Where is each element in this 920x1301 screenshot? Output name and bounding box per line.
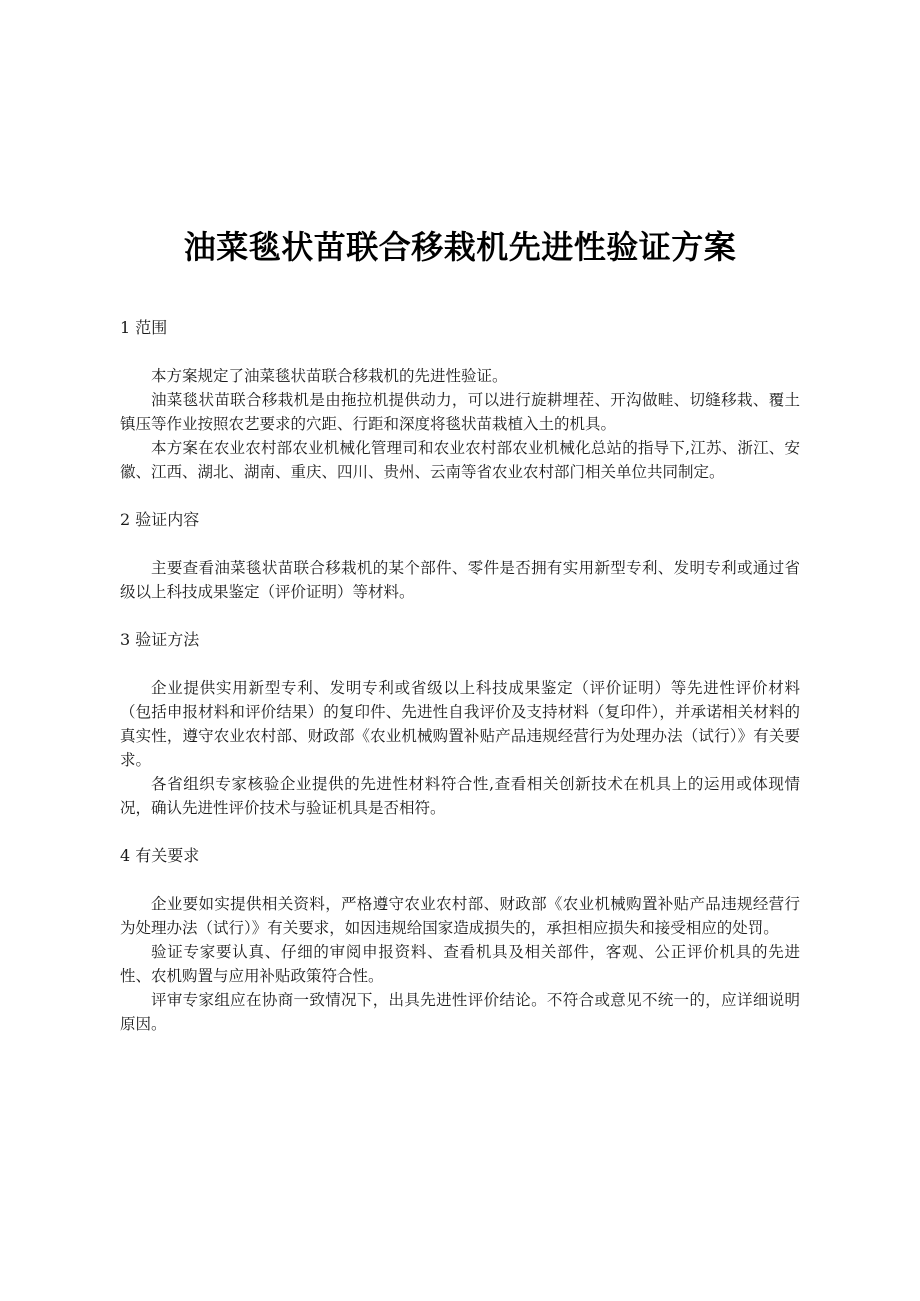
- section-1-heading: 1 范围: [120, 318, 168, 337]
- section-2-heading: 2 验证内容: [120, 510, 200, 529]
- section-1-paragraph-1: 本方案规定了油菜毯状苗联合移栽机的先进性验证。: [151, 367, 508, 385]
- section-2-paragraph-1: 主要查看油菜毯状苗联合移栽机的某个部件、零件是否拥有实用新型专利、发明专利或通过省级以上科技成果鉴定（评价证明）等材料。: [120, 559, 800, 601]
- document-title: 油菜毯状苗联合移栽机先进性验证方案: [183, 228, 737, 266]
- section-3-paragraph-2: 各省组织专家核验企业提供的先进性材料符合性,查看相关创新技术在机具上的运用或体现情况，确认先进性评价技术与验证机具是否相符。: [120, 775, 800, 817]
- section-3-heading: 3 验证方法: [120, 630, 200, 649]
- document-content: [120, 228, 800, 1036]
- section-related-requirements: [120, 844, 800, 1036]
- section-4-paragraph-2: 验证专家要认真、仔细的审阅申报资料、查看机具及相关部件，客观、公正评价机具的先进性、农机购置与应用补贴政策符合性。: [120, 943, 800, 985]
- section-4-paragraph-3: 评审专家组应在协商一致情况下，出具先进性评价结论。不符合或意见不统一的，应详细说明原因。: [120, 991, 800, 1033]
- section-4-heading: 4 有关要求: [120, 846, 200, 865]
- section-1-paragraph-3: 本方案在农业农村部农业机械化管理司和农业农村部农业机械化总站的指导下,江苏、浙江、安徽、江西、湖北、湖南、重庆、四川、贵州、云南等省农业农村部门相关单位共同制定。: [120, 439, 800, 481]
- section-verification-method: [120, 628, 800, 820]
- section-3-paragraph-1: 企业提供实用新型专利、发明专利或省级以上科技成果鉴定（评价证明）等先进性评价材料（包括申报材料和评价结果）的复印件、先进性自我评价及支持材料（复印件），并承诺相关材料的真实性，遵守农业农村部、财政部《农业机械购置补贴产品违规经营行为处理办法（试行）》有关要求。: [120, 679, 800, 769]
- section-scope: [120, 316, 800, 484]
- section-verification-content: [120, 508, 800, 604]
- section-4-paragraph-1: 企业要如实提供相关资料，严格遵守农业农村部、财政部《农业机械购置补贴产品违规经营行为处理办法（试行）》有关要求，如因违规给国家造成损失的，承担相应损失和接受相应的处罚。: [120, 895, 800, 937]
- section-1-paragraph-2: 油菜毯状苗联合移栽机是由拖拉机提供动力，可以进行旋耕埋茬、开沟做畦、切缝移栽、覆土镇压等作业按照农艺要求的穴距、行距和深度将毯状苗栽植入土的机具。: [120, 391, 800, 433]
